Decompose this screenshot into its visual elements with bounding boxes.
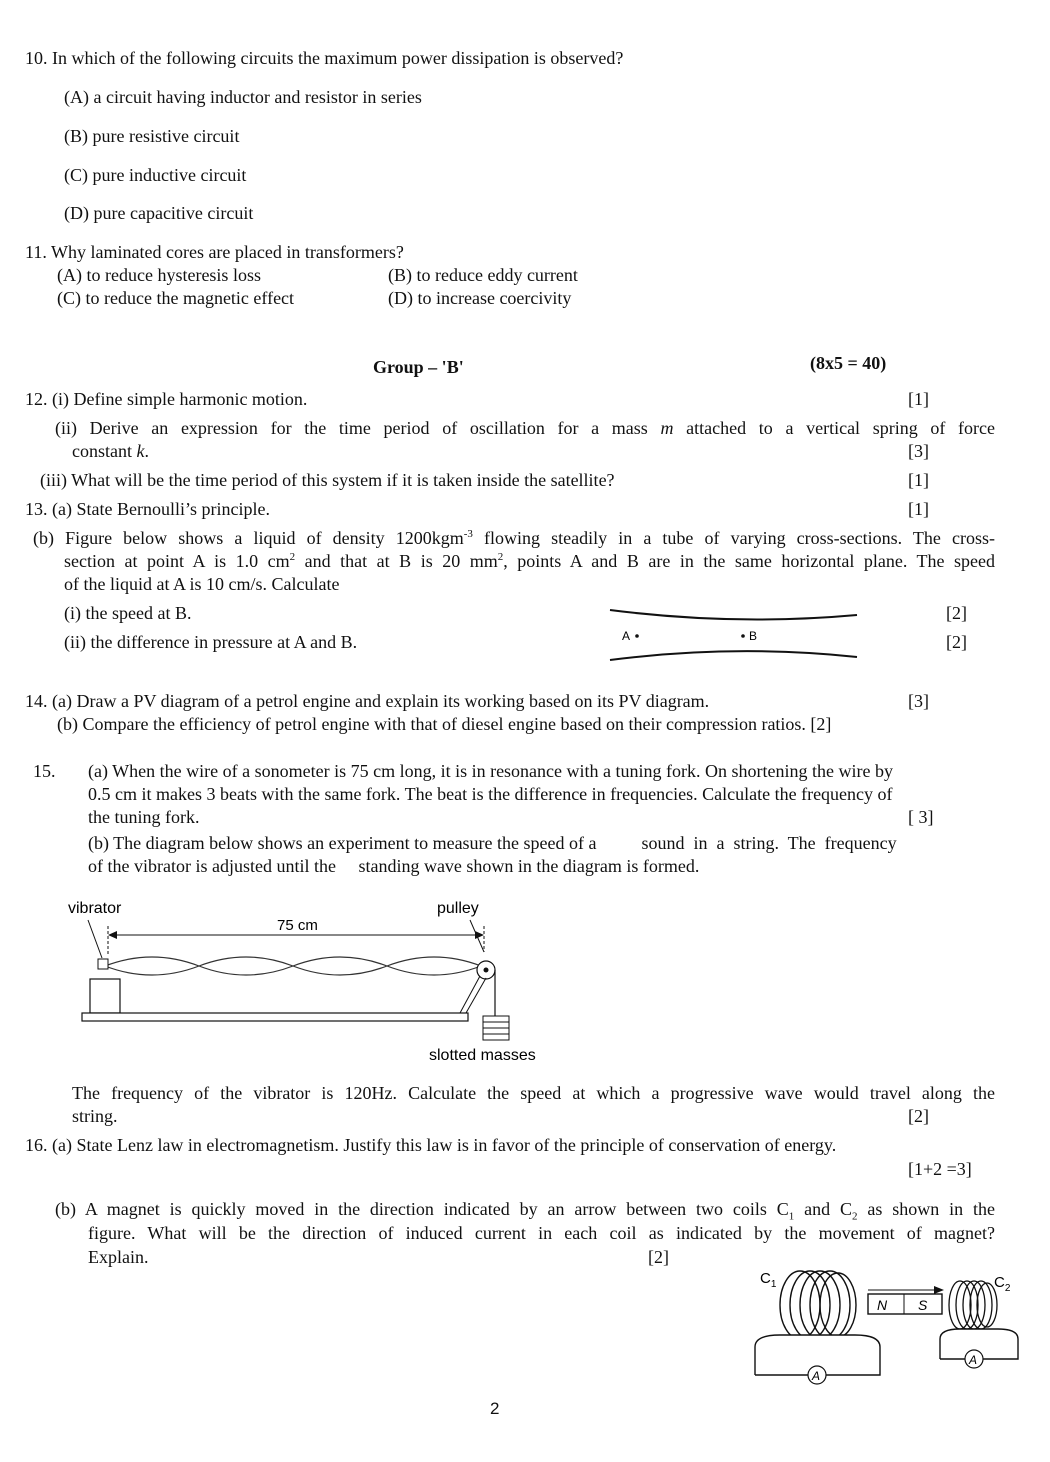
- vibrator-body: [90, 979, 120, 1013]
- point-b-label: B: [749, 629, 758, 643]
- sonometer-figure: [60, 890, 620, 1070]
- q12-iii: (iii) What will be the time period of this system if it is taken inside the satellite?: [40, 470, 615, 490]
- q15-a-line1: (a) When the wire of a sonometer is 75 cm long, it is in resonance with a tuning fork. On shortening the wire by: [88, 761, 893, 781]
- page-number: 2: [490, 1399, 500, 1418]
- q13-b-i: (i) the speed at B.: [64, 603, 192, 623]
- q11-option-d: (D) to increase coercivity: [388, 288, 572, 308]
- q12-i-mark: [1]: [908, 389, 929, 409]
- q10-option-a: (A) a circuit having inductor and resistor in series: [64, 87, 422, 107]
- ammeter-c2-label: A: [969, 1353, 978, 1367]
- ammeter-c1-label: A: [812, 1369, 821, 1383]
- q15-c-line1: The frequency of the vibrator is 120Hz. Calculate the speed at which a progressive wave would travel along the: [72, 1083, 995, 1103]
- coil-c2-label: $C_2$: [994, 1274, 1011, 1294]
- q15-b-line2: of the vibrator is adjusted until the standing wave shown in the diagram is formed.: [88, 856, 700, 876]
- magnet-n-label: N: [877, 1297, 888, 1313]
- coil-c2: [949, 1281, 997, 1329]
- q13-a: 13. (a) State Bernoulli’s principle.: [25, 499, 270, 519]
- q14-a: 14. (a) Draw a PV diagram of a petrol engine and explain its working based on its PV diagram.: [25, 691, 710, 711]
- q15-number: 15.: [33, 761, 56, 781]
- coil-c1-label: $C_1$: [760, 1270, 777, 1290]
- q12-ii-line2: constant k.: [72, 441, 149, 461]
- tube-upper-wall: [610, 610, 857, 619]
- q10-stem: 10. In which of the following circuits the maximum power dissipation is observed?: [25, 48, 624, 68]
- q12-i: 12. (i) Define simple harmonic motion.: [25, 389, 308, 409]
- standing-wave-lower: [105, 957, 481, 975]
- q12-ii-mark: [3]: [908, 441, 929, 461]
- q11-stem: 11. Why laminated cores are placed in transformers?: [25, 242, 404, 262]
- group-title: Group – 'B': [373, 357, 464, 377]
- point-a-dot: [635, 634, 639, 638]
- q16-b-mark: [2]: [648, 1247, 669, 1267]
- q11-option-c: (C) to reduce the magnetic effect: [57, 288, 295, 308]
- q15-a-mark: [ 3]: [908, 807, 934, 827]
- q13-b-line3: of the liquid at A is 10 cm/s. Calculate: [64, 574, 340, 594]
- q11-option-a: (A) to reduce hysteresis loss: [57, 265, 261, 285]
- q14-a-mark: [3]: [908, 691, 929, 711]
- pulley-label: pulley: [437, 900, 479, 917]
- vibrator-pointer: [88, 920, 102, 958]
- pulley-axle: [484, 968, 489, 973]
- point-b-dot: [741, 634, 745, 638]
- tube-lower-wall: [610, 651, 857, 660]
- q15-c-line2: string.: [72, 1106, 118, 1126]
- q13-b-line1: (b) Figure below shows a liquid of density 1200kgm$^{-3}$ flowing steadily in a tube of varying cross-sections. The cross-: [33, 528, 995, 548]
- vibrator-label: vibrator: [68, 900, 122, 917]
- q13-b-line2: section at point A is 1.0 $cm^2$ and that at B is 20 $mm^2$, points A and B are in the same horizontal plane. The speed: [64, 551, 995, 571]
- q15-c-mark: [2]: [908, 1106, 929, 1126]
- tube-figure: [605, 602, 865, 662]
- length-arrowhead-left: [108, 931, 117, 939]
- q13-b-ii: (ii) the difference in pressure at A and B.: [64, 632, 358, 652]
- slotted-masses-label: slotted masses: [429, 1047, 536, 1064]
- q16-b-line2: figure. What will be the direction of induced current in each coil as indicated by the movement of magnet?: [88, 1223, 995, 1243]
- q13-b-ii-mark: [2]: [946, 632, 967, 652]
- q15-a-line2: 0.5 cm it makes 3 beats with the same fork. The beat is the difference in frequencies. Calculate the frequency of: [88, 784, 893, 804]
- point-a-label: A: [622, 629, 631, 643]
- q12-iii-mark: [1]: [908, 470, 929, 490]
- q13-a-mark: [1]: [908, 499, 929, 519]
- q16-a: 16. (a) State Lenz law in electromagnetism. Justify this law is in favor of the principle of conservation of energy.: [25, 1135, 837, 1155]
- q11-option-b: (B) to reduce eddy current: [388, 265, 578, 285]
- q16-b-line3: Explain.: [88, 1247, 149, 1267]
- length-arrowhead-right: [475, 931, 484, 939]
- length-label: 75 cm: [277, 917, 318, 934]
- q16-b-line1: (b) A magnet is quickly moved in the direction indicated by an arrow between two coils $C_1$ and $C_2$ as shown in the: [55, 1199, 995, 1221]
- q10-option-c: (C) pure inductive circuit: [64, 165, 247, 185]
- q12-ii-line1: (ii) Derive an expression for the time period of oscillation for a mass m attached to a vertical spring of force: [55, 418, 995, 438]
- coil-c1: [780, 1271, 856, 1339]
- q15-a-line3: the tuning fork.: [88, 807, 200, 827]
- coil-magnet-figure: [750, 1265, 1020, 1390]
- vibrator-head: [98, 959, 108, 969]
- bench: [82, 1013, 468, 1021]
- q10-option-b: (B) pure resistive circuit: [64, 126, 240, 146]
- q16-a-mark: [1+2 =3]: [908, 1159, 972, 1179]
- group-marks: (8x5 = 40): [810, 353, 887, 373]
- q10-option-d: (D) pure capacitive circuit: [64, 203, 254, 223]
- q13-b-i-mark: [2]: [946, 603, 967, 623]
- q15-b-line1: (b) The diagram below shows an experiment to measure the speed of a sound in a string. The frequency: [88, 833, 897, 853]
- magnet-s-label: S: [918, 1297, 928, 1313]
- q14-b: (b) Compare the efficiency of petrol engine with that of diesel engine based on their compression ratios. [2]: [57, 714, 832, 734]
- direction-arrowhead: [934, 1286, 944, 1294]
